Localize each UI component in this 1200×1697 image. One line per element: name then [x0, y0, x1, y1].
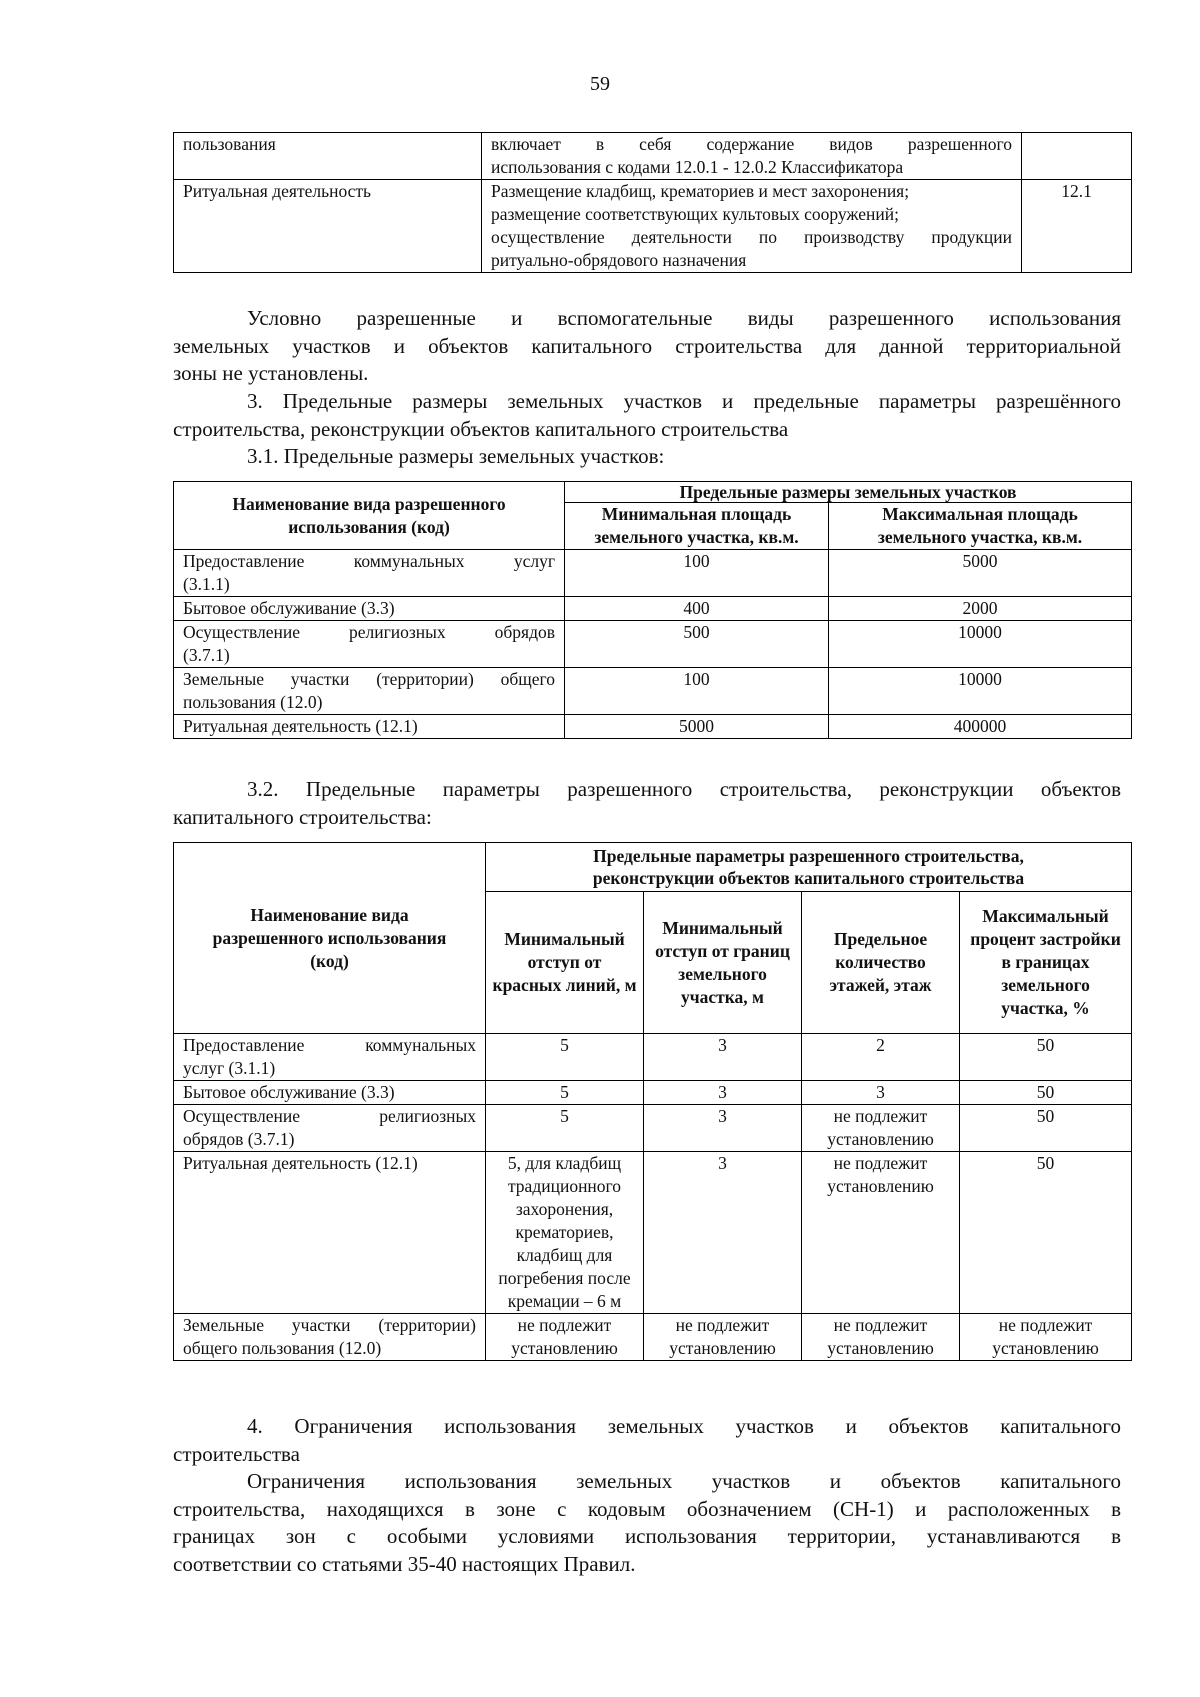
- paragraph-line: границах зон с особыми условиями использования территории, устанавливаются в: [173, 1524, 1121, 1548]
- max-floors-cell: не подлежит установлению: [802, 1152, 960, 1314]
- header-red-line-setback: Минимальный отступ от красных линий, м: [486, 892, 644, 1034]
- table-header-row: [174, 482, 1132, 503]
- use-name-cell: Ритуальная деятельность (12.1): [174, 1152, 486, 1314]
- paragraph-line: земельных участков и объектов капитального строительства для данной территориальной: [173, 333, 1121, 358]
- min-area-cell: 100: [565, 668, 829, 715]
- red-line-setback-cell: 5, для кладбищ традиционного захоронения, крематориев, кладбищ для погребения после кремации – 6 м: [486, 1152, 644, 1314]
- use-name-cell: Предоставление коммунальных услуг (3.1.1): [174, 550, 565, 597]
- use-description-cell: [482, 180, 1022, 273]
- table-row: [174, 180, 1132, 273]
- max-area-cell: 10000: [829, 621, 1132, 668]
- max-area-cell: 400000: [829, 715, 1132, 739]
- max-area-cell: 2000: [829, 597, 1132, 621]
- use-description-cell: [482, 133, 1022, 180]
- red-line-setback-cell: 5: [486, 1081, 644, 1105]
- table-row: [174, 668, 1132, 715]
- use-code-cell: [1022, 133, 1132, 180]
- section-heading-3: [173, 388, 1121, 443]
- use-name-cell: Ритуальная деятельность: [174, 180, 482, 273]
- description-line: Размещение кладбищ, крематориев и мест захоронения;: [491, 181, 910, 201]
- description-line: размещение соответствующих культовых сооружений;: [491, 204, 899, 224]
- header-use-name: Наименование вида разрешенного использования (код): [174, 482, 565, 550]
- table-header-row: [174, 843, 1132, 892]
- boundary-setback-cell: не подлежит установлению: [644, 1314, 802, 1361]
- table-row: [174, 1081, 1132, 1105]
- use-name-cell: Осуществление религиозных обрядов (3.7.1): [174, 1105, 486, 1152]
- boundary-setback-cell: 3: [644, 1081, 802, 1105]
- use-name-cell: Предоставление коммунальных услуг (3.1.1): [174, 1034, 486, 1081]
- boundary-setback-cell: 3: [644, 1034, 802, 1081]
- land-plot-size-table: [173, 481, 1132, 739]
- paragraph-line: Условно разрешенные и вспомогательные виды разрешенного использования: [247, 306, 1121, 330]
- description-line: включает в себя содержание видов разрешенного: [491, 134, 1012, 154]
- section-heading-3-1: [173, 443, 1121, 471]
- min-area-cell: 500: [565, 621, 829, 668]
- red-line-setback-cell: 5: [486, 1034, 644, 1081]
- max-coverage-cell: 50: [960, 1152, 1132, 1314]
- use-name-cell: Бытовое обслуживание (3.3): [174, 1081, 486, 1105]
- max-coverage-cell: 50: [960, 1034, 1132, 1081]
- max-coverage-cell: 50: [960, 1105, 1132, 1152]
- max-floors-cell: не подлежит установлению: [802, 1105, 960, 1152]
- table-row: [174, 1152, 1132, 1314]
- description-line: ритуально-обрядового назначения: [491, 250, 747, 270]
- description-line: использования с кодами 12.0.1 - 12.0.2 Классификатора: [491, 157, 904, 177]
- max-floors-cell: не подлежит установлению: [802, 1314, 960, 1361]
- use-name-cell: Земельные участки (территории) общего пользования (12.0): [174, 1314, 486, 1361]
- header-group: Предельные размеры земельных участков: [565, 482, 1132, 503]
- table-row: [174, 715, 1132, 739]
- max-area-cell: 5000: [829, 550, 1132, 597]
- header-group: Предельные параметры разрешенного строительства, реконструкции объектов капитального строительства: [486, 843, 1132, 892]
- header-max-floors: Предельное количество этажей, этаж: [802, 892, 960, 1034]
- page-number: 59: [590, 73, 610, 95]
- construction-parameters-table: [173, 842, 1132, 1361]
- paragraph-line: строительства, находящихся в зоне с кодовым обозначением (СН-1) и расположенных в: [173, 1496, 1121, 1521]
- section-heading-3-2: [173, 776, 1121, 831]
- table-row: [174, 621, 1132, 668]
- header-min-area: Минимальная площадь земельного участка, кв.м.: [565, 503, 829, 550]
- use-name-cell: Ритуальная деятельность (12.1): [174, 715, 565, 739]
- section-heading-4: [173, 1413, 1121, 1468]
- min-area-cell: 5000: [565, 715, 829, 739]
- paragraph-restrictions: [173, 1468, 1121, 1578]
- paragraph-line: 3.1. Предельные размеры земельных участков:: [247, 444, 665, 468]
- use-name-cell: Осуществление религиозных обрядов (3.7.1): [174, 621, 565, 668]
- min-area-cell: 100: [565, 550, 829, 597]
- max-coverage-cell: не подлежит установлению: [960, 1314, 1132, 1361]
- header-boundary-setback: Минимальный отступ от границ земельного участка, м: [644, 892, 802, 1034]
- header-max-area: Максимальная площадь земельного участка, кв.м.: [829, 503, 1132, 550]
- max-floors-cell: 2: [802, 1034, 960, 1081]
- permitted-use-table: [173, 132, 1132, 273]
- table-row: [174, 1314, 1132, 1361]
- use-name-cell: Бытовое обслуживание (3.3): [174, 597, 565, 621]
- table-row: [174, 1034, 1132, 1081]
- paragraph-line: Ограничения использования земельных участков и объектов капитального: [247, 1469, 1121, 1493]
- use-name-cell: пользования: [174, 133, 482, 180]
- max-floors-cell: 3: [802, 1081, 960, 1105]
- paragraph-line: строительства, реконструкции объектов капитального строительства: [173, 416, 789, 441]
- table-row: [174, 1105, 1132, 1152]
- red-line-setback-cell: не подлежит установлению: [486, 1314, 644, 1361]
- max-area-cell: 10000: [829, 668, 1132, 715]
- table-row: [174, 597, 1132, 621]
- paragraph-line: 4. Ограничения использования земельных участков и объектов капитального: [247, 1414, 1121, 1438]
- boundary-setback-cell: 3: [644, 1152, 802, 1314]
- max-coverage-cell: 50: [960, 1081, 1132, 1105]
- use-code-cell: 12.1: [1022, 180, 1132, 273]
- paragraph-line: капитального строительства:: [173, 804, 432, 829]
- paragraph-line: соответствии со статьями 35-40 настоящих Правил.: [173, 1551, 636, 1576]
- table-row: [174, 133, 1132, 180]
- description-line: осуществление деятельности по производству продукции: [491, 227, 1012, 247]
- header-use-name: Наименование вида разрешенного использования (код): [174, 843, 486, 1034]
- paragraph-line: 3. Предельные размеры земельных участков и предельные параметры разрешённого: [247, 389, 1121, 413]
- table-row: [174, 550, 1132, 597]
- paragraph-conditional-uses: [173, 305, 1121, 388]
- red-line-setback-cell: 5: [486, 1105, 644, 1152]
- header-max-coverage: Максимальный процент застройки в границах земельного участка, %: [960, 892, 1132, 1034]
- paragraph-line: зоны не установлены.: [173, 361, 369, 385]
- use-name-cell: Земельные участки (территории) общего пользования (12.0): [174, 668, 565, 715]
- boundary-setback-cell: 3: [644, 1105, 802, 1152]
- min-area-cell: 400: [565, 597, 829, 621]
- paragraph-line: строительства: [173, 1441, 301, 1466]
- paragraph-line: 3.2. Предельные параметры разрешенного строительства, реконструкции объектов: [247, 777, 1121, 801]
